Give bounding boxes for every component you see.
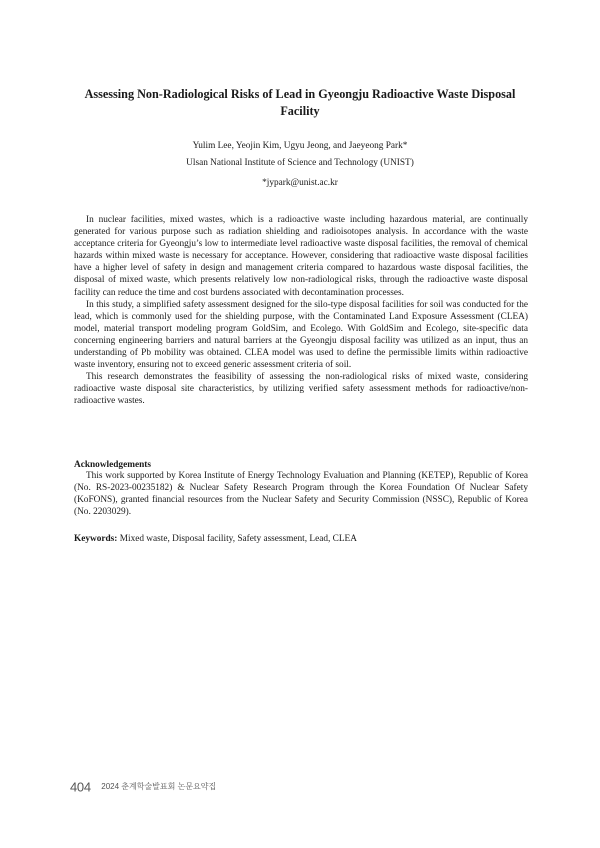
proceedings-name: 2024 춘계학술발표회 논문요약집: [101, 782, 217, 792]
acknowledgements-heading: Acknowledgements: [74, 460, 151, 470]
abstract-paragraph: This research demonstrates the feasibility of assessing the non-radiological risks of mixed waste, considering radioactive waste disposal site characteristics, by utilizing verified safety assessment methods for radioactive/non-radioactive wastes.: [74, 372, 528, 407]
acknowledgements-text: This work supported by Korea Institute of Energy Technology Evaluation and Planning (KETEP), Republic of Korea (No. RS-2023-00235182) & Nuclear Safety Research Program through the Korea Foundation Of Nuclear Safety (KoFONS), granted financial resources from the Nuclear Safety and Security Commission (NSSC), Republic of Korea (No. 2203029).: [74, 471, 528, 518]
keywords-line: [74, 533, 528, 545]
paper-title: Assessing Non-Radiological Risks of Lead in Gyeongju Radioactive Waste Disposal Facility: [84, 87, 516, 118]
author-list: Yulim Lee, Yeojin Kim, Ugyu Jeong, and Jaeyeong Park*: [192, 141, 408, 151]
keywords-text: Mixed waste, Disposal facility, Safety assessment, Lead, CLEA: [117, 534, 357, 544]
affiliation: Ulsan National Institute of Science and Technology (UNIST): [186, 158, 414, 168]
page-number: 404: [70, 779, 91, 795]
page-footer: [70, 778, 216, 796]
abstract-body: [74, 214, 528, 408]
abstract-paragraph: In this study, a simplified safety assessment designed for the silo-type disposal facilities for soil was conducted for the lead, which is commonly used for the shielding purpose, with the Contaminated Land Exposure Assessment (CLEA) model, material transport modeling program GoldSim, and Ecolego. With GoldSim and Ecolego, site-specific data concerning engineering barriers and natural barriers at the Gyeongju disposal facility was utilized as an input, thus an understanding of Pb mobility was obtained. CLEA model was used to define the permissible limits within radioactive waste inventory, ensuring not to exceed generic assessment criteria of soil.: [74, 299, 528, 371]
contact-email: *jypark@unist.ac.kr: [262, 178, 338, 188]
abstract-paragraph: In nuclear facilities, mixed wastes, which is a radioactive waste including hazardous material, are continually generated for various purpose such as radiation shielding and radioisotopes analysis. In accordance with the waste acceptance criteria for Gyeongju’s low to intermediate level radioactive waste disposal facilities, the removal of chemical hazards within mixed waste is necessary for acceptance. However, considering that radioactive waste disposal facilities have a higher level of safety in design and management criteria compared to hazardous waste disposal facilities, the disposal of mixed waste, which presents relatively low non-radiological risks, through the radioactive waste disposal facility can reduce the time and cost burdens associated with decontamination processes.: [74, 215, 528, 298]
keywords-label: Keywords:: [74, 534, 118, 544]
